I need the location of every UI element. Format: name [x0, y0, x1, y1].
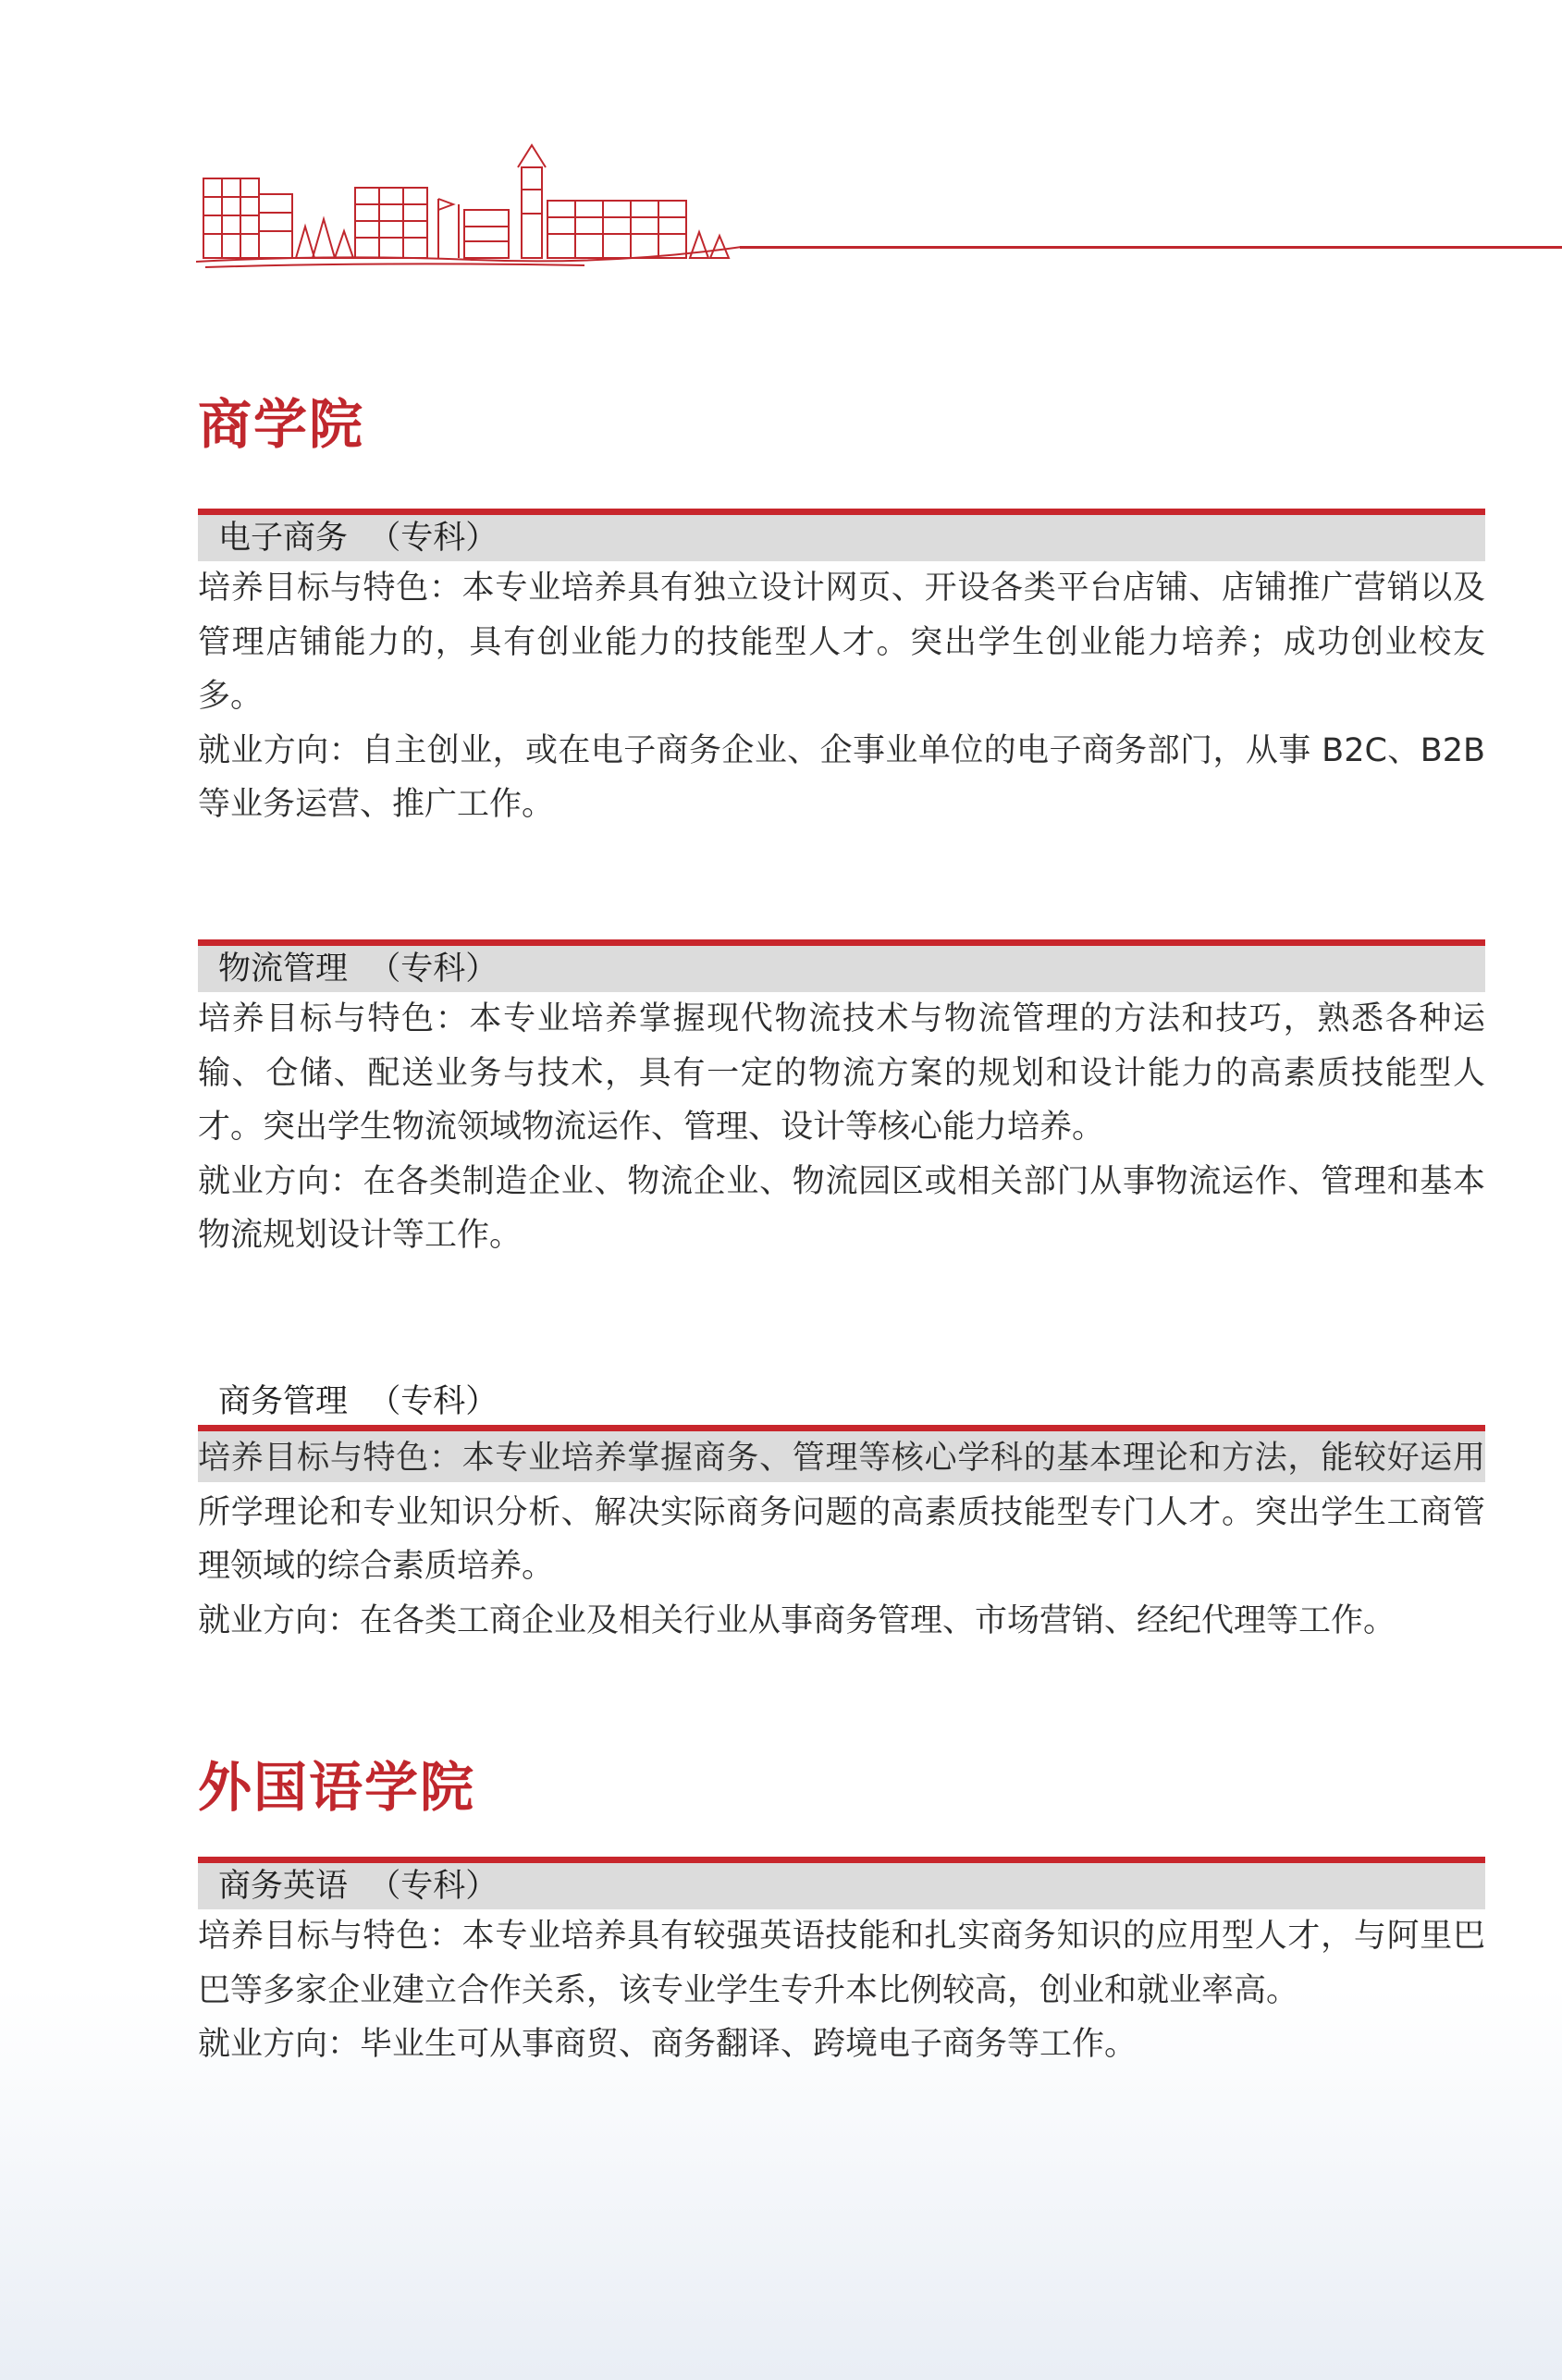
major-title: 商务管理 （专科）: [218, 1383, 498, 1420]
major-rule: [198, 1425, 1485, 1431]
major-rule: [198, 509, 1485, 515]
major-career: 就业方向：毕业生可从事商贸、商务翻译、跨境电子商务等工作。: [198, 2026, 1138, 2063]
major-goal: 培养目标与特色：本专业培养具有独立设计网页、开设各类平台店铺、店铺推广营销以及管理店铺能力的，具有创业能力的技能型人才。突出学生创业能力培养；成功创业校友多。: [198, 570, 1485, 715]
major-goal: 培养目标与特色：本专业培养掌握商务、管理等核心学科的基本理论和方法，能较好运用所学理论和专业知识分析、解决实际商务问题的高素质技能型专门人才。突出学生工商管理领域的综合素质培养。: [198, 1431, 1485, 1594]
header-rule: [740, 246, 1562, 249]
major-section: [198, 939, 1485, 1263]
major-title-bar: [198, 1379, 1485, 1425]
major-title: 商务英语 （专科）: [218, 1868, 498, 1905]
major-rule: [198, 1857, 1485, 1863]
major-career: 就业方向：在各类制造企业、物流企业、物流园区或相关部门从事物流运作、管理和基本物流规划设计等工作。: [198, 1162, 1485, 1254]
major-goal: 培养目标与特色：本专业培养具有较强英语技能和扎实商务知识的应用型人才，与阿里巴巴等多家企业建立合作关系，该专业学生专升本比例较高，创业和就业率高。: [198, 1918, 1485, 2009]
major-career: 就业方向：在各类工商企业及相关行业从事商务管理、市场营销、经纪代理等工作。: [198, 1601, 1396, 1639]
major-title: 物流管理 （专科）: [218, 951, 498, 988]
major-section: [198, 1857, 1485, 2072]
major-rule: [198, 939, 1485, 946]
major-title-bar: [198, 515, 1485, 561]
major-section: [198, 1379, 1485, 1648]
major-section: [198, 509, 1485, 832]
school-title: 商学院: [198, 393, 365, 456]
major-goal: 培养目标与特色：本专业培养掌握现代物流技术与物流管理的方法和技巧，熟悉各种运输、仓储、配送业务与技术，具有一定的物流方案的规划和设计能力的高素质技能型人才。突出学生物流领域物流运作、管理、设计等核心能力培养。: [198, 1000, 1485, 1146]
major-title-bar: [198, 946, 1485, 992]
major-title-bar: [198, 1863, 1485, 1909]
major-career: 就业方向：自主创业，或在电子商务企业、企事业单位的电子商务部门，从事 B2C、B2B 等业务运营、推广工作。: [198, 731, 1485, 823]
school-title: 外国语学院: [198, 1756, 476, 1819]
major-title: 电子商务 （专科）: [218, 520, 498, 557]
campus-illustration: [196, 143, 742, 273]
